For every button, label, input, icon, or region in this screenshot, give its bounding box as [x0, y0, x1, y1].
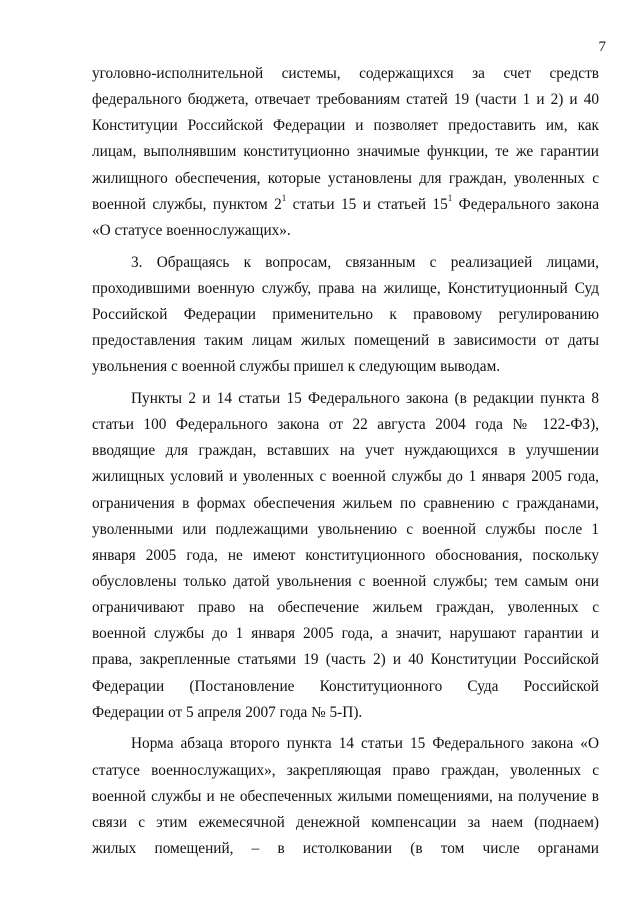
text-line: права, закрепленные статьями 19 (часть 2) и 40 Конституции Российской: [92, 651, 599, 669]
paragraph-norm-14: [92, 731, 599, 862]
text-line: военной службы и не обеспеченных жилыми помещениями, на получение в: [92, 787, 599, 805]
text-line: Норма абзаца второго пункта 14 статьи 15 Федерального закона «О: [131, 735, 599, 753]
line-fragment: Федерального закона: [452, 195, 599, 213]
line-fragment: статьи 15 и статьей 15: [286, 195, 448, 213]
text-line: федерального бюджета, отвечает требованиям статей 19 (части 1 и 2) и 40: [92, 91, 599, 109]
text-line: связи с этим ежемесячной денежной компенсации за наем (поднаем): [92, 813, 599, 831]
text-line: предоставления таким лицам жилых помещений в зависимости от даты: [92, 332, 599, 350]
text-line: Российской Федерации применительно к правовому регулированию: [92, 305, 599, 323]
text-line: уголовно-исполнительной системы, содержащихся за счет средств: [92, 65, 599, 82]
text-line: Федерации (Постановление Конституционного Суда Российской: [92, 677, 599, 695]
paragraph-points-2-14: [92, 386, 599, 726]
text-line: обусловлены только датой увольнения с военной службы; тем самым они: [92, 572, 599, 590]
text-line: статусе военнослужащих», закрепляющая право граждан, уволенных с: [92, 761, 599, 779]
text-line: проходившими военную службу, права на жилище, Конституционный Суд: [92, 279, 599, 297]
text-line: Пункты 2 и 14 статьи 15 Федерального закона (в редакции пункта 8: [131, 389, 599, 407]
text-line: ограничения в формах обеспечения жильем по сравнению с гражданами,: [92, 494, 599, 512]
superscript-one: 1: [447, 192, 453, 203]
paragraph-continued: [92, 61, 599, 244]
text-line: вводящие для граждан, вставших на учет нуждающихся в улучшении: [92, 442, 599, 460]
text-line: уволенными или подлежащими увольнению с военной службы после 1: [92, 520, 599, 538]
text-line: Конституции Российской Федерации и позволяет предоставить им, как: [92, 117, 599, 135]
paragraph-item-3: [92, 250, 599, 381]
text-line: 3. Обращаясь к вопросам, связанным с реализацией лицами,: [131, 253, 599, 271]
text-line: военной службы до 1 января 2005 года, а значит, нарушают гарантии и: [92, 625, 599, 643]
text-line-with-footnote-superscripts: [92, 192, 599, 218]
text-line: жилищных условий и уволенных с военной службы до 1 января 2005 года,: [92, 468, 599, 486]
text-line: статьи 100 Федерального закона от 22 августа 2004 года № 122-ФЗ),: [92, 416, 599, 434]
text-line: жилых помещений, – в истолковании (в том числе органами: [92, 840, 599, 858]
text-line: Федерации от 5 апреля 2007 года № 5-П).: [92, 703, 363, 721]
superscript-one: 1: [281, 192, 287, 203]
text-line: ограничивают право на обеспечение жильем граждан, уволенных с: [92, 599, 599, 617]
line-fragment: военной службы, пунктом 2: [92, 195, 282, 213]
page-number: 7: [598, 39, 606, 55]
text-line: «О статусе военнослужащих».: [92, 221, 291, 239]
text-line: увольнения с военной службы пришел к следующим выводам.: [92, 358, 501, 376]
document-body: [92, 61, 599, 862]
text-line: жилищного обеспечения, которые установлены для граждан, уволенных с: [92, 169, 599, 187]
text-line: лицам, выполнявшим конституционно значимые функции, те же гарантии: [92, 143, 599, 161]
text-line: января 2005 года, не имеют конституционного обоснования, поскольку: [92, 546, 599, 564]
